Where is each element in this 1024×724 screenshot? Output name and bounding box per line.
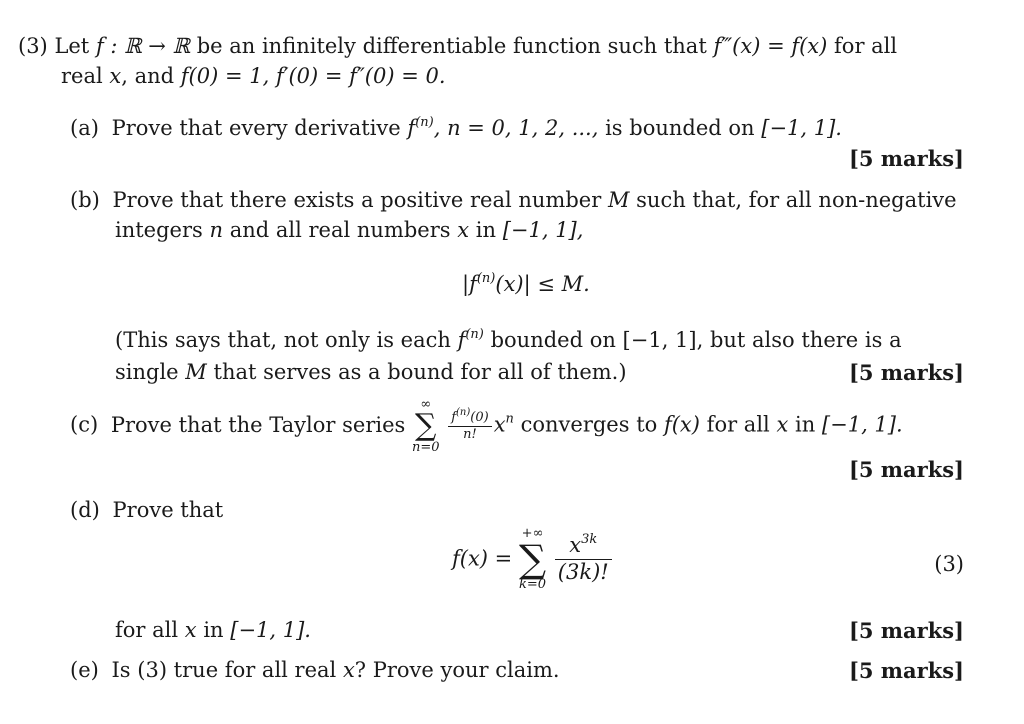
part-c-text: Prove that the Taylor series xyxy=(110,412,406,437)
fraction xyxy=(448,407,491,442)
function-map: f : ℝ → ℝ xyxy=(95,34,190,58)
numerator xyxy=(448,407,491,427)
part-b-marks: [5 marks] xyxy=(848,360,964,385)
part-b-label: (b) xyxy=(70,188,100,212)
math: f(x) xyxy=(663,412,700,437)
intro-text: Let xyxy=(54,34,90,58)
math: f(x) = xyxy=(452,546,513,571)
part-a-text: is bounded on xyxy=(605,116,755,140)
part-b-text: integers xyxy=(115,218,203,242)
part-b-line2 xyxy=(115,218,583,243)
intro-text: , and xyxy=(121,64,175,88)
part-b-text: in xyxy=(475,218,496,242)
part-e-marks: [5 marks] xyxy=(848,658,964,683)
math: f xyxy=(407,116,416,140)
math: (0) xyxy=(470,410,489,425)
math: x xyxy=(776,412,789,437)
interval: [−1, 1], xyxy=(502,218,584,242)
sum-lower-limit: n=0 xyxy=(411,440,440,456)
math: M xyxy=(185,360,207,384)
part-b-line1 xyxy=(70,188,957,213)
math-sup: n xyxy=(505,411,514,427)
part-b-text: single xyxy=(115,360,179,384)
math: , n = 0, 1, 2, ..., xyxy=(433,116,599,140)
part-d-line2 xyxy=(115,618,311,643)
ode-equation: f‴(x) = f(x) xyxy=(713,34,828,58)
part-c-text: converges to xyxy=(520,412,658,437)
sigma-symbol: ∑ xyxy=(415,408,437,443)
part-c-marks: [5 marks] xyxy=(848,457,964,482)
part-d-line1 xyxy=(70,498,223,523)
part-b-text: bounded on [−1, 1], but also there is a xyxy=(490,328,902,352)
math-sup: 3k xyxy=(581,532,598,548)
part-d-text: in xyxy=(203,618,224,642)
math: M xyxy=(607,188,630,212)
problem-intro-line2 xyxy=(61,64,446,89)
math: x xyxy=(493,412,506,437)
part-b-text: Prove that there exists a positive real number xyxy=(112,188,602,212)
sum-upper-limit: ∞ xyxy=(420,397,432,412)
numerator xyxy=(555,533,612,559)
math: (x)| ≤ M. xyxy=(495,272,590,296)
part-c-label: (c) xyxy=(70,412,99,437)
part-b-text: such that, for all non-negative xyxy=(636,188,957,212)
math: |f xyxy=(462,272,477,296)
part-b-display xyxy=(462,272,590,297)
part-d-text: for all xyxy=(115,618,179,642)
intro-text: be an infinitely differentiable function such that xyxy=(196,34,707,58)
part-a xyxy=(70,116,842,141)
math: f xyxy=(451,410,457,425)
part-d-label: (d) xyxy=(70,498,100,522)
variable-x: x xyxy=(109,64,122,88)
interval: [−1, 1]. xyxy=(230,618,311,642)
part-e-text: Is (3) true for all real xyxy=(111,658,337,682)
math: x xyxy=(184,618,197,642)
math-sup: (n) xyxy=(465,327,484,342)
part-a-marks: [5 marks] xyxy=(848,146,964,171)
summation xyxy=(519,527,546,591)
part-b-text: that serves as a bound for all of them.) xyxy=(213,360,627,384)
part-c xyxy=(70,398,903,454)
interval: [−1, 1]. xyxy=(821,412,903,437)
fraction xyxy=(555,533,612,584)
math: n xyxy=(209,218,224,242)
part-c-text: in xyxy=(794,412,816,437)
part-c-text: for all xyxy=(706,412,770,437)
part-d-text: Prove that xyxy=(112,498,224,522)
part-a-label: (a) xyxy=(70,116,99,140)
math: f xyxy=(457,328,466,352)
math: x xyxy=(457,218,470,242)
math-sup: (n) xyxy=(476,271,496,286)
intro-text: for all xyxy=(834,34,898,58)
part-b-text: (This says that, not only is each xyxy=(115,328,451,352)
interval: [−1, 1]. xyxy=(761,116,842,140)
part-b-note2 xyxy=(115,360,627,385)
part-d-marks: [5 marks] xyxy=(848,618,964,643)
math-sup: (n) xyxy=(415,115,434,130)
sigma-symbol: ∑ xyxy=(518,537,547,581)
denominator: n! xyxy=(463,426,477,442)
denominator: (3k)! xyxy=(557,559,609,584)
part-a-text: Prove that every derivative xyxy=(111,116,401,140)
part-e-text: ? Prove your claim. xyxy=(354,658,560,682)
summation xyxy=(412,398,440,454)
part-e-label: (e) xyxy=(70,658,99,682)
math-sup: (n) xyxy=(456,407,471,418)
sum-lower-limit: k=0 xyxy=(519,577,547,593)
part-d-display xyxy=(452,527,614,591)
part-b-note1 xyxy=(115,328,902,353)
math: x xyxy=(569,533,582,558)
problem-intro-line1 xyxy=(18,34,897,59)
part-b-text: and all real numbers xyxy=(229,218,451,242)
sum-upper-limit: +∞ xyxy=(521,526,544,541)
part-e xyxy=(70,658,560,683)
initial-conditions: f(0) = 1, f′(0) = f″(0) = 0. xyxy=(180,64,446,88)
math: x xyxy=(342,658,355,682)
intro-text: real xyxy=(61,64,103,88)
equation-number: (3) xyxy=(934,552,964,576)
problem-number: (3) xyxy=(18,34,48,58)
